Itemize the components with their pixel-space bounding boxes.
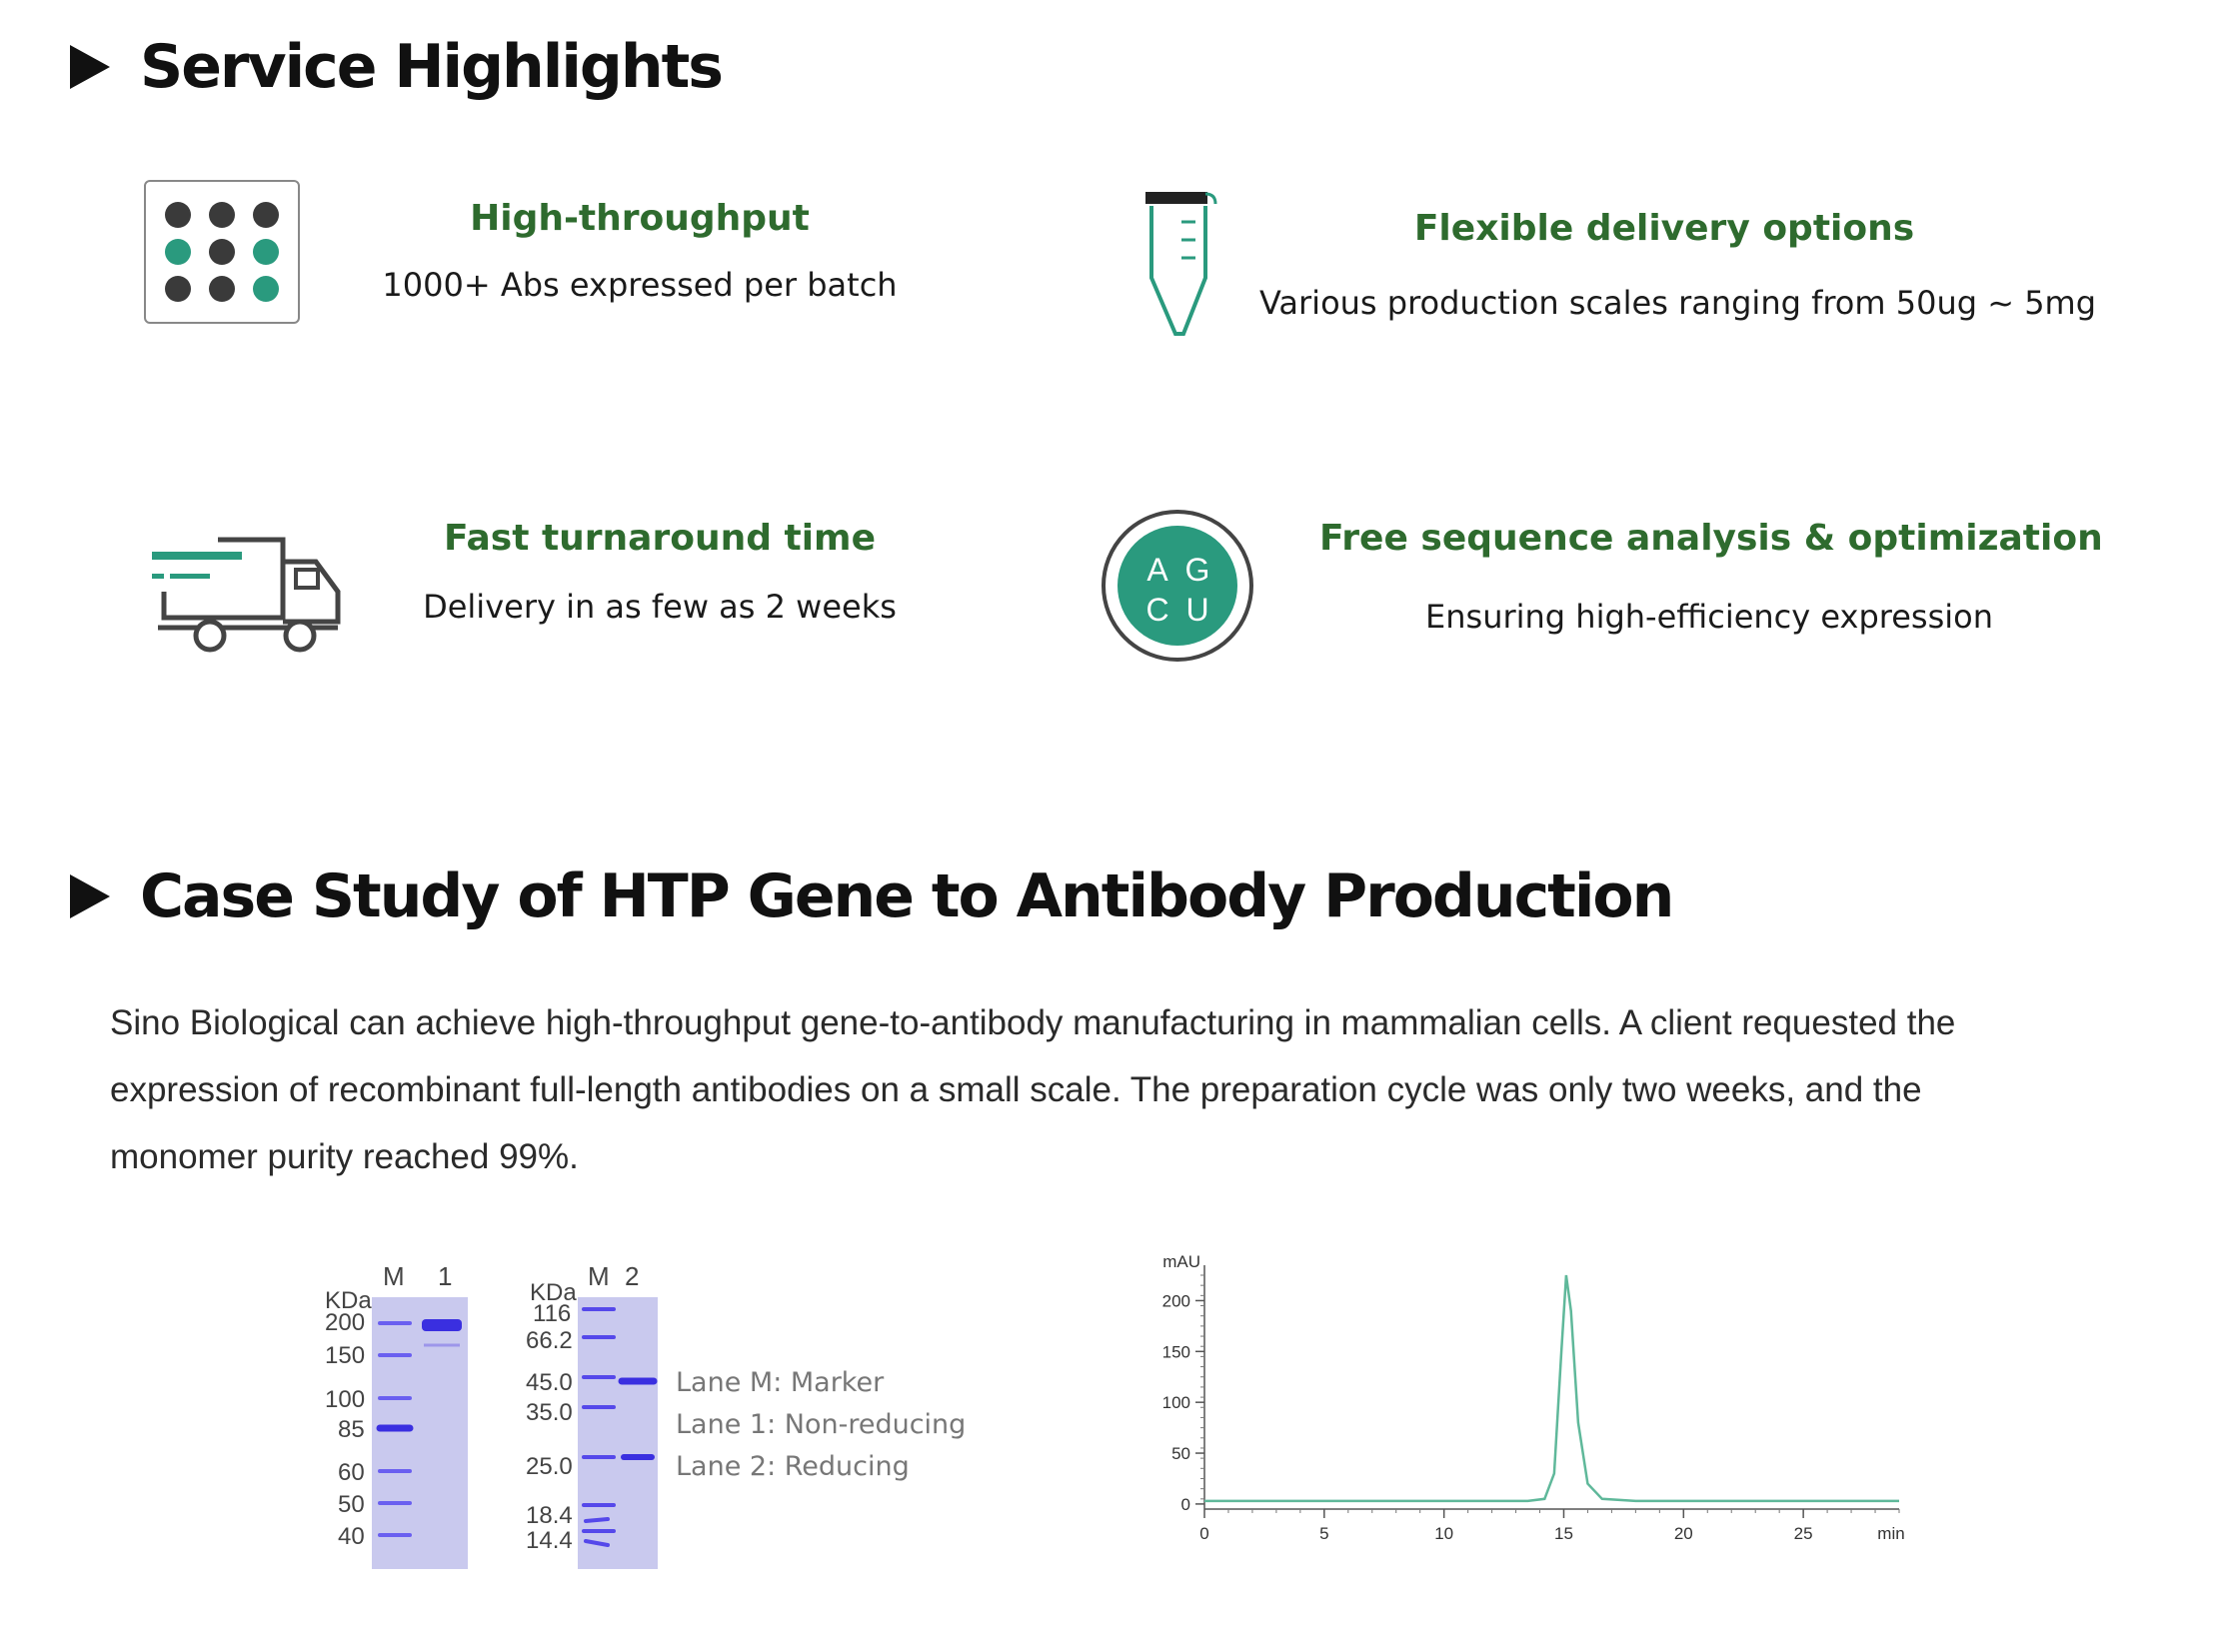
highlight-text: Ensuring high-efficiency expression: [1425, 598, 1993, 636]
marker-label: 116: [533, 1300, 572, 1327]
marker-label: 40: [338, 1523, 365, 1550]
marker-label: 150: [325, 1342, 366, 1369]
chart-x-tick-label: 20: [1673, 1524, 1693, 1543]
chart-y-tick-label: 50: [1171, 1444, 1190, 1464]
lane-label-1: 1: [438, 1261, 453, 1291]
gel-image-1: [372, 1297, 468, 1569]
marker-label: 50: [338, 1491, 365, 1518]
section-title-case-study: Case Study of HTP Gene to Antibody Production: [70, 861, 1672, 931]
chart-x-tick-label: 25: [1793, 1524, 1813, 1543]
chart-x-tick-label: 5: [1319, 1524, 1329, 1543]
chart-y-tick-label: 150: [1161, 1342, 1190, 1362]
gel-unit: KDa: [530, 1279, 577, 1306]
gel-legend-item: Lane 1: Non-reducing: [676, 1409, 967, 1440]
highlight-title: Free sequence analysis & optimization: [1319, 518, 2103, 559]
case-paragraph: [110, 989, 2139, 1190]
marker-label: 200: [325, 1309, 366, 1336]
chart-y-tick-label: 100: [1161, 1393, 1190, 1413]
base-u: U: [1185, 592, 1209, 628]
triangle-bullet-icon: [70, 45, 110, 89]
highlight-text: Delivery in as few as 2 weeks: [423, 588, 897, 626]
chart-x-tick-label: 10: [1434, 1524, 1454, 1543]
tube-icon: [1139, 188, 1219, 340]
highlight-title: High-throughput: [470, 198, 810, 239]
marker-label: 45.0: [526, 1369, 573, 1396]
dna-bases-icon: [1100, 508, 1255, 664]
gel-legend-item: Lane 2: Reducing: [676, 1451, 910, 1482]
base-a: A: [1146, 552, 1168, 588]
marker-label: 18.4: [526, 1502, 573, 1529]
chart-x-tick-label: 15: [1554, 1524, 1573, 1543]
marker-label: 60: [338, 1459, 365, 1486]
base-c: C: [1145, 592, 1169, 628]
marker-label: 35.0: [526, 1399, 573, 1426]
chart-x-tick-label: 0: [1199, 1524, 1209, 1543]
highlight-text: 1000+ Abs expressed per batch: [382, 266, 898, 304]
base-g: G: [1184, 552, 1210, 588]
sec-hplc-chart: [1139, 1247, 1919, 1567]
paragraph-line: Sino Biological can achieve high-throughput gene-to-antibody manufacturing in mammalian cells. A client requested the: [110, 1003, 1956, 1042]
chart-series-line: [1204, 1275, 1899, 1501]
lane-label-2: 2: [625, 1261, 640, 1291]
chart-y-tick-label: 0: [1180, 1494, 1190, 1514]
lane-label-m: M: [588, 1261, 610, 1291]
lane-label-m: M: [383, 1261, 405, 1291]
gel-legend-item: Lane M: Marker: [676, 1367, 885, 1398]
chart-x-label: min: [1877, 1524, 1905, 1543]
highlight-title: Flexible delivery options: [1413, 208, 1915, 249]
triangle-bullet-icon: [70, 874, 110, 918]
highlight-title: Fast turnaround time: [444, 518, 876, 559]
chart-y-tick-label: 200: [1161, 1291, 1190, 1311]
marker-label: 85: [338, 1416, 365, 1443]
truck-icon: [148, 530, 348, 655]
marker-label: 14.4: [526, 1527, 573, 1554]
paragraph-line: monomer purity reached 99%.: [110, 1137, 579, 1176]
gel-image-2: [578, 1297, 658, 1569]
marker-label: 66.2: [526, 1327, 573, 1354]
marker-label: 100: [325, 1386, 366, 1413]
marker-label: 25.0: [526, 1453, 573, 1480]
highlight-text: Various production scales ranging from 50ug ~ 5mg: [1259, 284, 2097, 322]
paragraph-line: expression of recombinant full-length antibodies on a small scale. The preparation cycle was only two weeks, and the: [110, 1070, 1922, 1109]
chart-y-label: mAU: [1162, 1252, 1200, 1271]
plate-icon: [144, 180, 300, 324]
gel-unit: KDa: [325, 1287, 372, 1314]
section-title-highlights: Service Highlights: [70, 32, 722, 102]
